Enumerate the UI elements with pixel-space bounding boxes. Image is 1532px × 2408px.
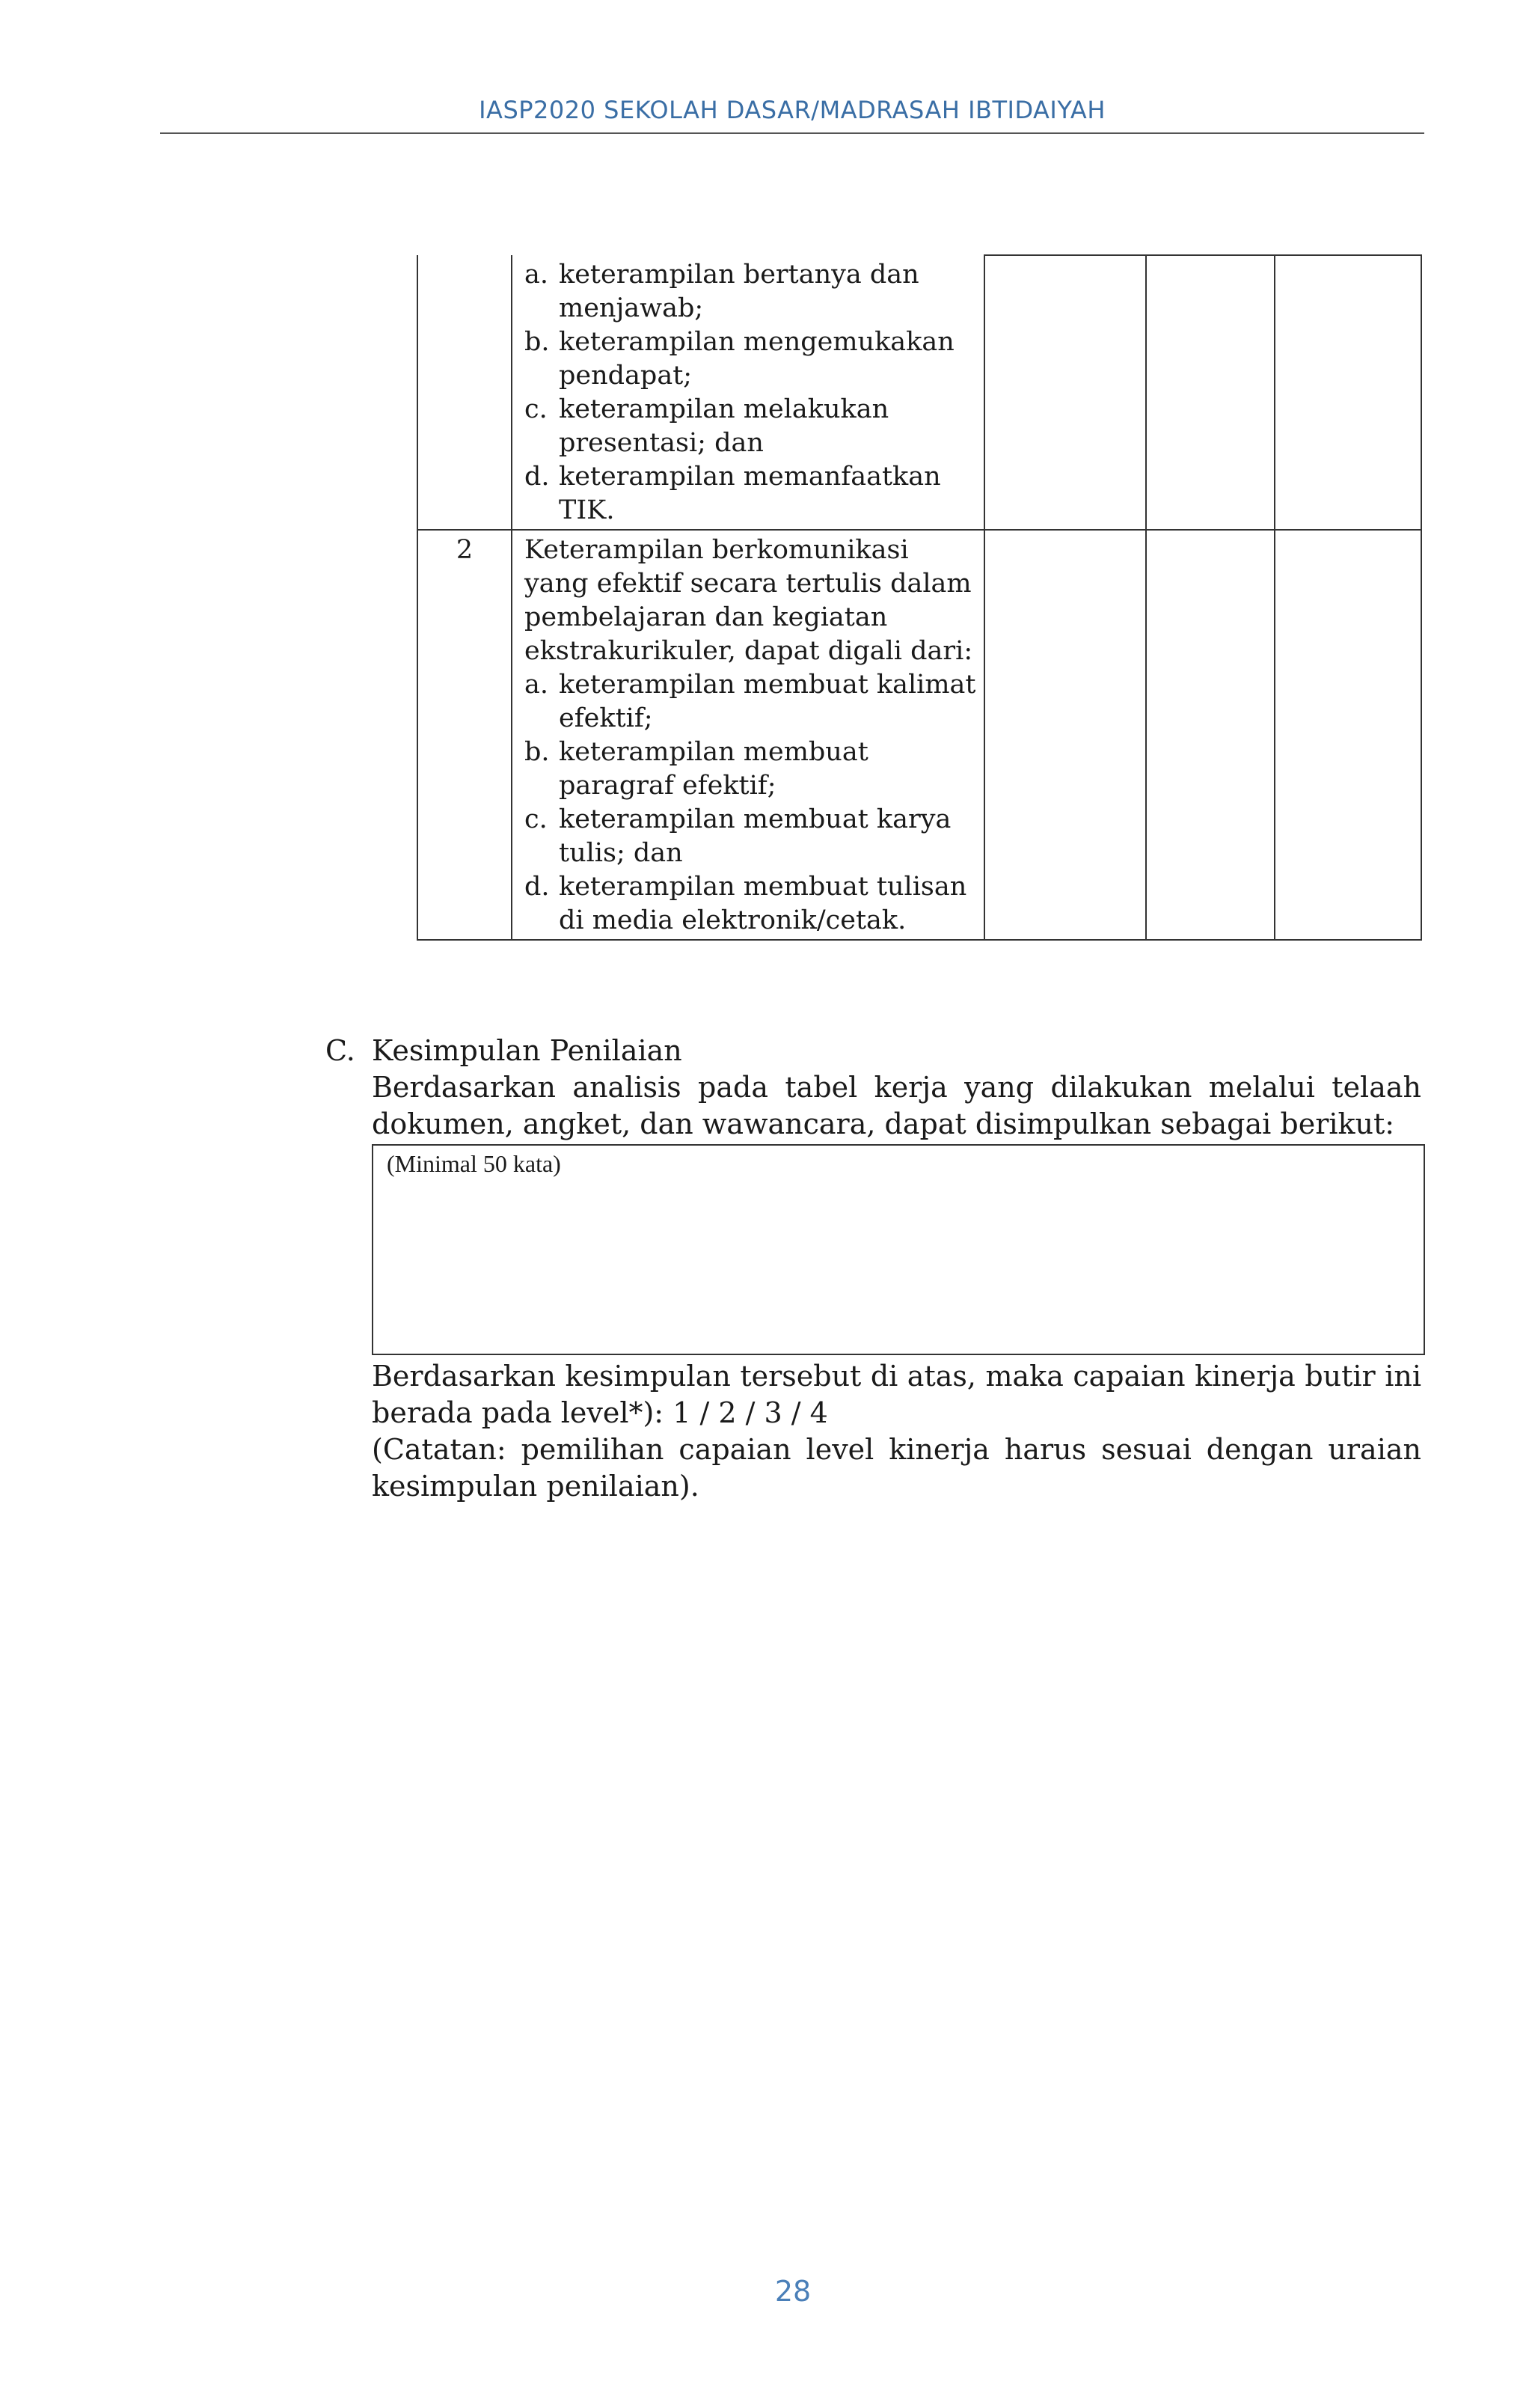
section-label: C. (325, 1034, 355, 1067)
level-statement: Berdasarkan kesimpulan tersebut di atas, maka capaian kinerja butir ini berada pada level*): 1 / 2 / 3 / 4 (372, 1360, 1421, 1429)
row-content (512, 255, 984, 530)
empty-cell (984, 255, 1146, 530)
level-note: (Catatan: pemilihan capaian level kinerja harus sesuai dengan uraian kesimpulan penilaian). (372, 1433, 1421, 1503)
conclusion-answer-box[interactable] (372, 1144, 1425, 1355)
answer-box-hint: (Minimal 50 kata) (387, 1150, 561, 1177)
table-row (417, 530, 1421, 940)
row-intro: Keterampilan berkomunikasi yang efektif secara tertulis dalam pembelajaran dan kegiatan ekstrakurikuler, dapat digali dari: (524, 535, 973, 666)
row-content (512, 530, 984, 940)
row-number: 2 (417, 530, 512, 940)
section-heading (325, 1033, 1421, 1069)
page-number: 28 (774, 2275, 812, 2308)
empty-cell (1275, 255, 1421, 530)
empty-cell (1275, 530, 1421, 940)
list-item: d. keterampilan membuat tulisan di media elektronik/cetak. (524, 872, 967, 935)
empty-cell (1146, 530, 1275, 940)
row-number (417, 255, 512, 530)
table-row (417, 255, 1421, 530)
list-item: b. keterampilan mengemukakan pendapat; (524, 327, 955, 391)
section-conclusion (325, 1033, 1421, 1505)
running-header: IASP2020 SEKOLAH DASAR/MADRASAH IBTIDAIYAH (479, 96, 1106, 124)
list-item: a. keterampilan membuat kalimat efektif; (524, 670, 976, 733)
work-table (417, 254, 1422, 941)
empty-cell (984, 530, 1146, 940)
header-rule (160, 132, 1424, 134)
list-item: a. keterampilan bertanya dan menjawab; (524, 260, 919, 323)
list-item: d. keterampilan memanfaatkan TIK. (524, 462, 941, 525)
section-body: Berdasarkan analisis pada tabel kerja yang dilakukan melalui telaah dokumen, angket, dan wawancara, dapat disimpulkan sebagai berikut: (372, 1071, 1421, 1140)
item-list (524, 668, 976, 938)
empty-cell (1146, 255, 1275, 530)
item-list (524, 258, 976, 528)
list-item: c. keterampilan membuat karya tulis; dan (524, 804, 952, 868)
list-item: b. keterampilan membuat paragraf efektif; (524, 737, 868, 801)
section-title: Kesimpulan Penilaian (372, 1034, 682, 1067)
list-item: c. keterampilan melakukan presentasi; dan (524, 394, 889, 458)
